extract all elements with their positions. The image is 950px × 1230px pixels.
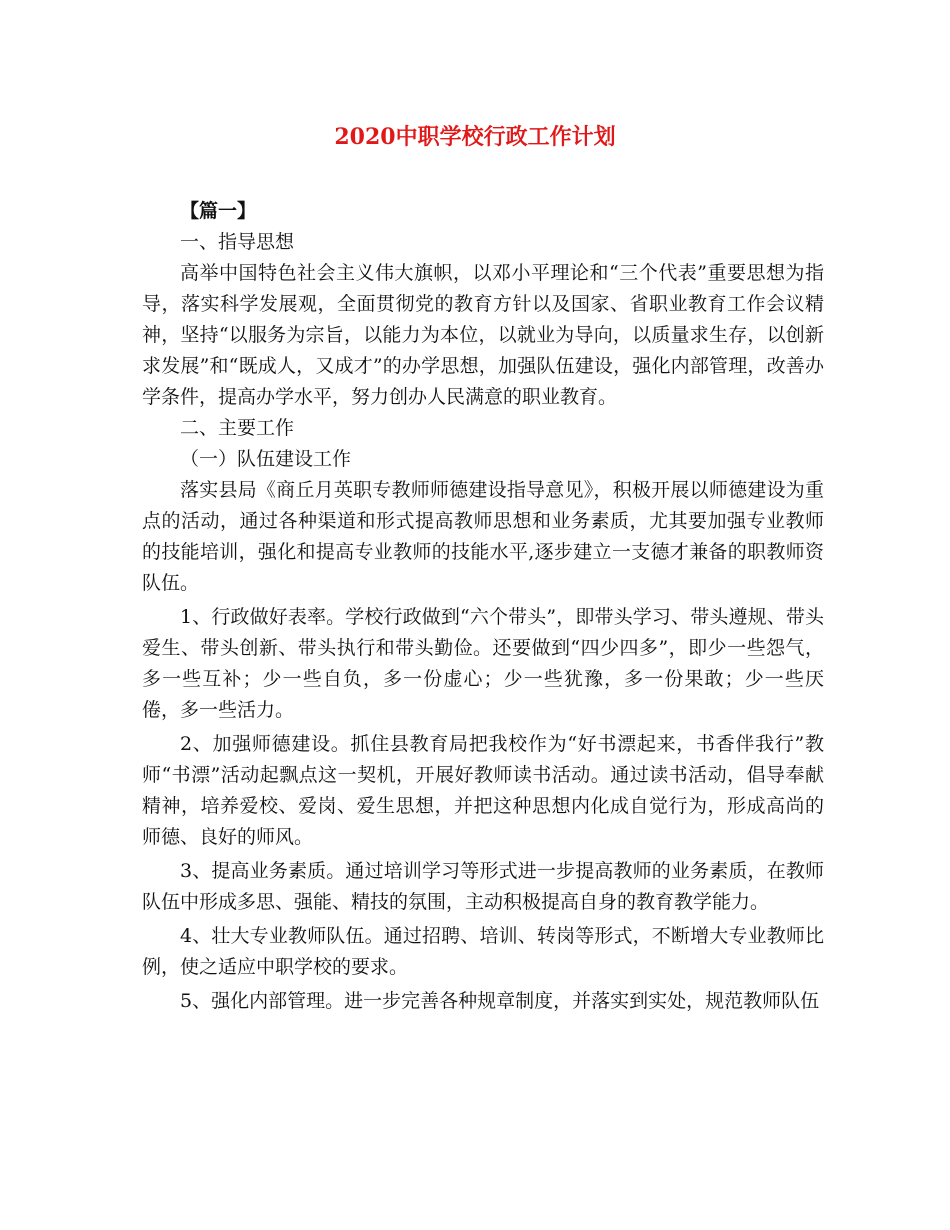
paragraph-item-4: 4、壮大专业教师队伍。通过招聘、培训、转岗等形式，不断增大专业教师比例，使之适应中职学校的要求。 [142,925,824,978]
document-title: 2020中职学校行政工作计划 [334,124,616,150]
heading-guiding-ideology: 一、指导思想 [180,231,295,253]
heading-main-work: 二、主要工作 [180,417,295,439]
paragraph-guiding-ideology: 高举中国特色社会主义伟大旗帜，以邓小平理论和“三个代表”重要思想为指导，落实科学发展观，全面贯彻党的教育方针以及国家、省职业教育工作会议精神，坚持“以服务为宗旨，以能力为本位，以就业为导向，以质量求生存，以创新求发展”和“既成人，又成才”的办学思想，加强队伍建设，强化内部管理，改善办学条件，提高办学水平，努力创办人民满意的职业教育。 [142,262,824,408]
document-body [142,196,824,1017]
paragraph-item-3: 3、提高业务素质。通过培训学习等形式进一步提高教师的业务素质，在教师队伍中形成多思、强能、精技的氛围，主动积极提高自身的教育教学能力。 [142,860,824,913]
paragraph-team-building: 落实县局《商丘月英职专教师师德建设指导意见》，积极开展以师德建设为重点的活动，通过各种渠道和形式提高教师思想和业务素质，尤其要加强专业教师的技能培训，强化和提高专业教师的技能水平,逐步建立一支德才兼备的职教师资队伍。 [142,479,824,594]
paragraph-item-1: 1、行政做好表率。学校行政做到“六个带头”，即带头学习、带头遵规、带头爱生、带头创新、带头执行和带头勤俭。还要做到“四少四多”，即少一些怨气，多一些互补；少一些自负，多一份虚心；少一些犹豫，多一份果敢；少一些厌倦，多一些活力。 [142,606,824,721]
section-marker: 【篇一】 [180,200,257,222]
paragraph-item-5: 5、强化内部管理。进一步完善各种规章制度，并落实到实处，规范教师队伍 [180,990,820,1012]
paragraph-item-2: 2、加强师德建设。抓住县教育局把我校作为“好书漂起来，书香伴我行”教师“书漂”活动起飘点这一契机，开展好教师读书活动。通过读书活动，倡导奉献精神，培养爱校、爱岗、爱生思想，并把这种思想内化成自觉行为，形成高尚的师德、良好的师风。 [142,733,824,848]
subheading-team-building: （一）队伍建设工作 [180,448,352,470]
